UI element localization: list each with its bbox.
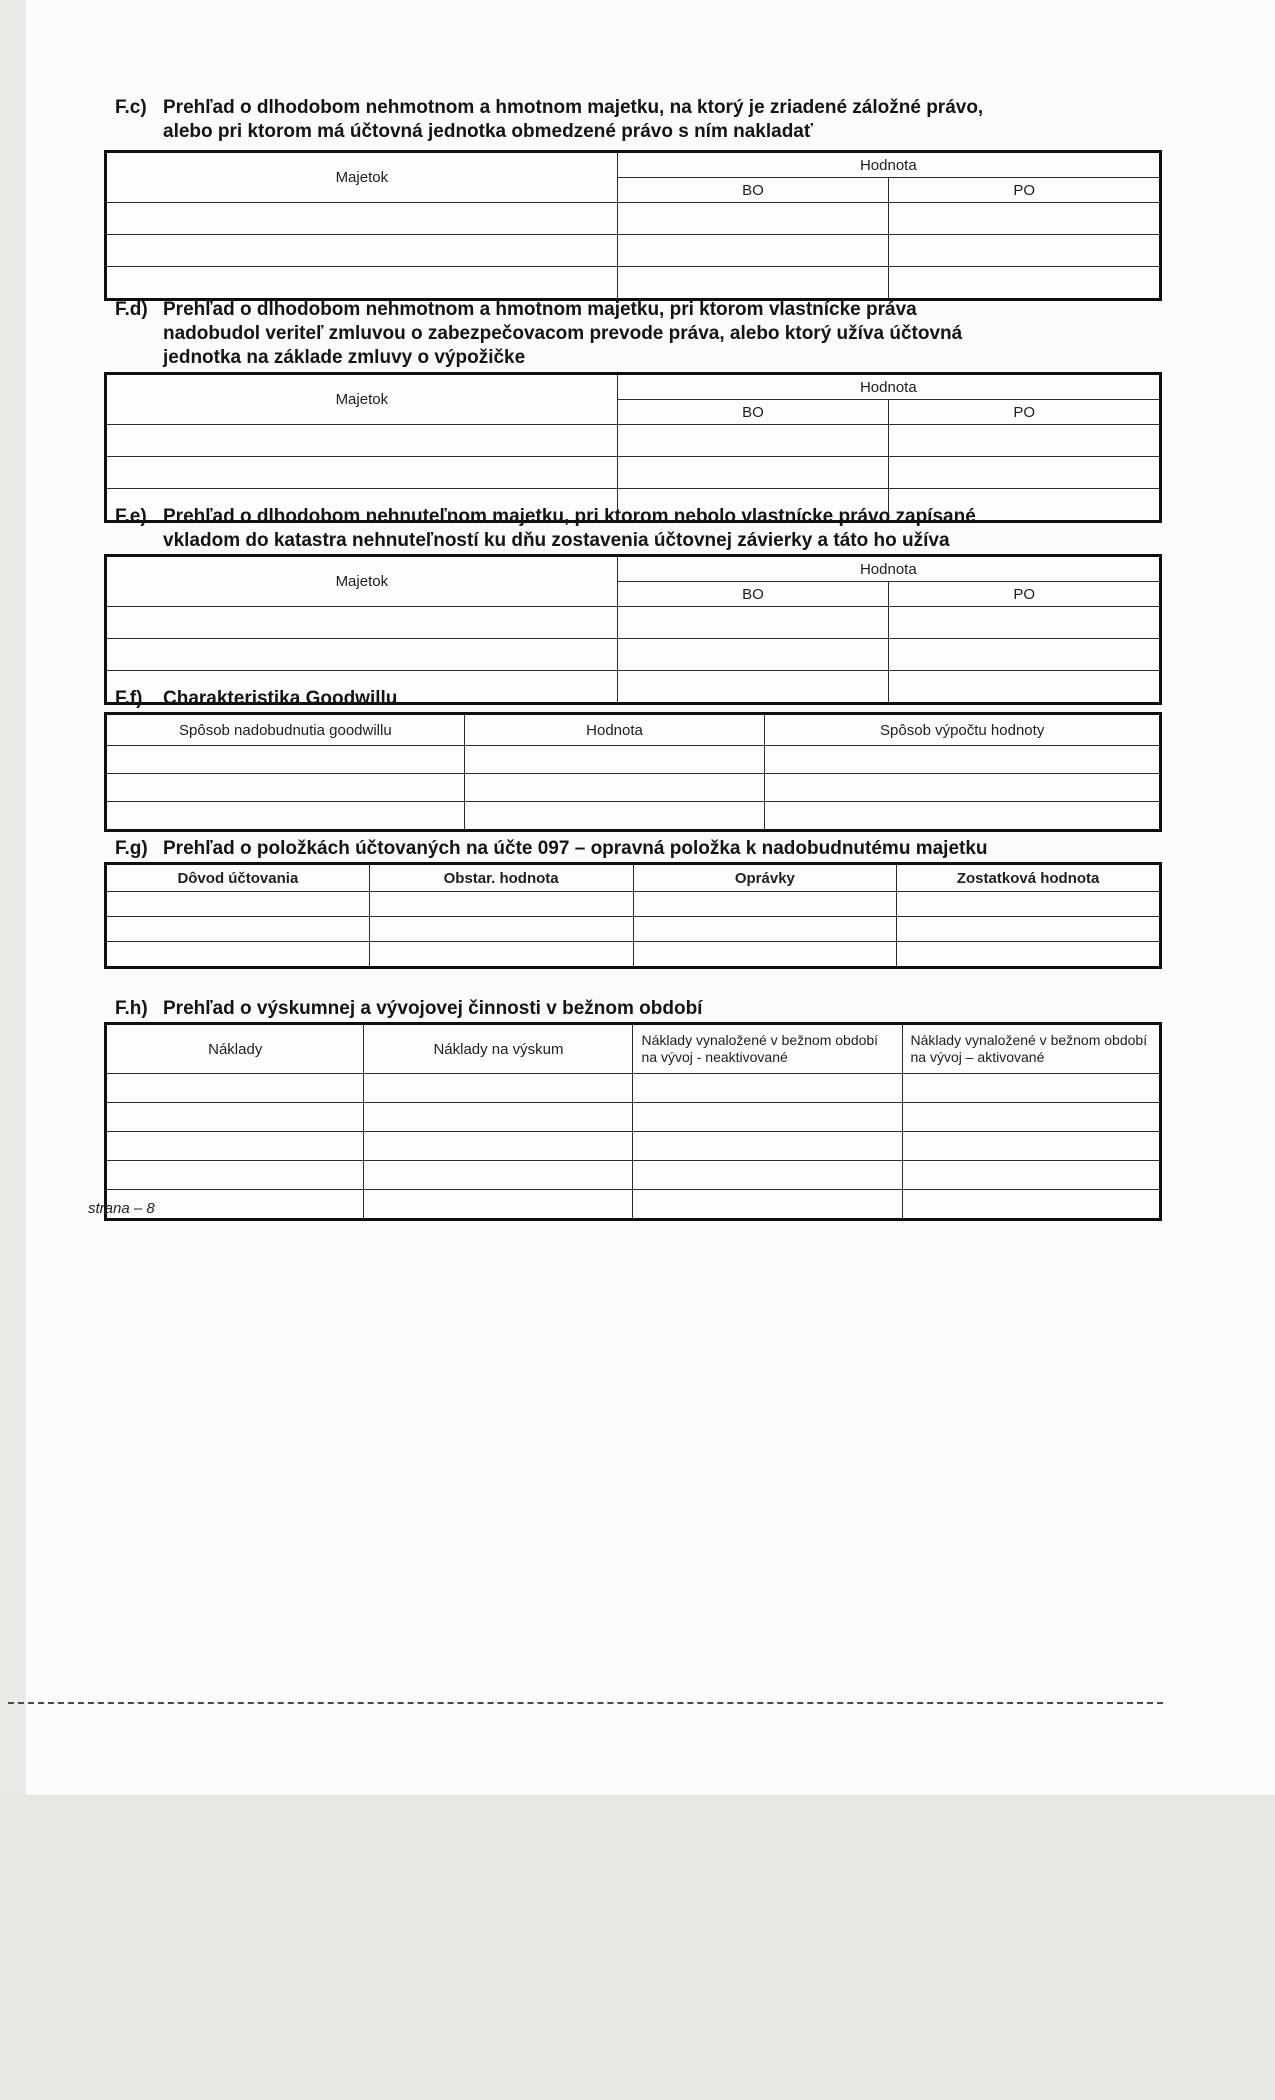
cut-dashed-line <box>8 1702 1163 1704</box>
section-ff-heading <box>115 687 1135 711</box>
fg-column-header-dovod: Dôvod účtovania <box>106 864 370 892</box>
section-fh-title-line1: Prehľad o výskumnej a vývojovej činnosti v bežnom období <box>163 998 703 1019</box>
fe-asset-table <box>104 554 1162 705</box>
table-cell <box>889 639 1161 671</box>
table-cell <box>106 802 465 831</box>
table-cell <box>897 942 1161 968</box>
section-fd-title-line2: nadobudol veriteľ zmluvou o zabezpečovacom prevode práva, alebo ktorý užíva účtovná <box>163 323 963 344</box>
section-fd-title <box>163 298 962 370</box>
table-cell <box>106 235 618 267</box>
table-cell <box>889 457 1161 489</box>
table-cell <box>106 892 370 917</box>
fc-column-header-majetok: Majetok <box>106 152 618 203</box>
table-cell <box>106 917 370 942</box>
table-cell <box>106 607 618 639</box>
table-cell <box>617 607 889 639</box>
table-cell <box>106 1161 364 1190</box>
ff-column-header-sposob-nadobudnutia: Spôsob nadobudnutia goodwillu <box>106 714 465 746</box>
section-fc-title-line2: alebo pri ktorom má účtovná jednotka obmedzené právo s ním nakladať <box>163 121 813 142</box>
fg-column-header-zostatkova-hodnota: Zostatková hodnota <box>897 864 1161 892</box>
table-cell <box>633 1132 902 1161</box>
fe-column-header-hodnota: Hodnota <box>617 556 1160 582</box>
fg-column-header-obstaravacia-hodnota: Obstar. hodnota <box>369 864 633 892</box>
table-cell <box>106 425 618 457</box>
table-cell <box>106 457 618 489</box>
table-cell <box>889 425 1161 457</box>
table-cell <box>106 639 618 671</box>
fd-column-header-hodnota: Hodnota <box>617 374 1160 400</box>
fh-column-header-vyvoj-aktivovane: Náklady vynaložené v bežnom období na vývoj – aktivované <box>902 1024 1161 1074</box>
section-fe-title-line2: vkladom do katastra nehnuteľností ku dňu zostavenia účtovnej závierky a táto ho užíva <box>163 530 950 551</box>
section-fd-title-line3: jednotka na základe zmluvy o výpožičke <box>163 347 526 368</box>
table-cell <box>902 1161 1161 1190</box>
fd-column-header-majetok: Majetok <box>106 374 618 425</box>
table-cell <box>889 607 1161 639</box>
fe-column-header-po: PO <box>889 582 1161 607</box>
table-cell <box>106 267 618 300</box>
table-cell <box>617 267 889 300</box>
table-cell <box>106 746 465 774</box>
section-ff-title-line1: Charakteristika Goodwillu <box>163 688 398 709</box>
table-cell <box>902 1190 1161 1220</box>
section-fc-title <box>163 96 983 144</box>
table-cell <box>765 774 1161 802</box>
table-cell <box>106 1074 364 1103</box>
table-cell <box>633 1190 902 1220</box>
fd-column-header-po: PO <box>889 400 1161 425</box>
section-ff-title <box>163 687 397 711</box>
section-fd-label: F.d) <box>115 299 148 320</box>
section-fe-title <box>163 505 976 553</box>
table-cell <box>464 774 765 802</box>
section-fc-heading <box>115 96 1135 144</box>
ff-goodwill-table <box>104 712 1162 832</box>
section-fg-title <box>163 837 988 861</box>
section-fe-title-line1: Prehľad o dlhodobom nehnuteľnom majetku, pri ktorom nebolo vlastnícke právo zapísané <box>163 506 976 527</box>
table-cell <box>902 1074 1161 1103</box>
table-cell <box>617 425 889 457</box>
table-cell <box>617 457 889 489</box>
fc-column-header-bo: BO <box>617 178 889 203</box>
table-cell <box>369 917 633 942</box>
section-fc-title-line1: Prehľad o dlhodobom nehmotnom a hmotnom majetku, na ktorý je zriadené záložné právo, <box>163 97 984 118</box>
table-cell <box>464 746 765 774</box>
table-cell <box>369 892 633 917</box>
fh-column-header-naklady: Náklady <box>106 1024 364 1074</box>
section-fg-title-line1: Prehľad o položkách účtovaných na účte 097 – opravná položka k nadobudnutému majetku <box>163 838 988 859</box>
section-fg-label: F.g) <box>115 838 148 859</box>
section-fh-title <box>163 997 702 1021</box>
table-cell <box>364 1103 633 1132</box>
fe-column-header-bo: BO <box>617 582 889 607</box>
table-cell <box>617 235 889 267</box>
table-cell <box>765 746 1161 774</box>
page-number-label: strana – 8 <box>88 1200 155 1217</box>
fh-vyskum-vyvoj-table <box>104 1022 1162 1221</box>
table-cell <box>902 1132 1161 1161</box>
table-cell <box>889 267 1161 300</box>
section-fe-label: F.e) <box>115 506 147 527</box>
ff-column-header-sposob-vypoctu: Spôsob výpočtu hodnoty <box>765 714 1161 746</box>
table-cell <box>364 1132 633 1161</box>
table-cell <box>364 1161 633 1190</box>
table-cell <box>902 1103 1161 1132</box>
fc-column-header-hodnota: Hodnota <box>617 152 1160 178</box>
scan-background-bottom <box>0 1795 1275 2100</box>
table-cell <box>633 917 897 942</box>
fc-asset-table <box>104 150 1162 301</box>
fe-column-header-majetok: Majetok <box>106 556 618 607</box>
section-fd-title-line1: Prehľad o dlhodobom nehmotnom a hmotnom majetku, pri ktorom vlastnícke práva <box>163 299 917 320</box>
table-cell <box>364 1074 633 1103</box>
table-cell <box>617 639 889 671</box>
section-ff-label: F.f) <box>115 688 143 709</box>
section-fd-heading <box>115 298 1135 370</box>
table-cell <box>106 1132 364 1161</box>
table-cell <box>633 1161 902 1190</box>
table-cell <box>633 1103 902 1132</box>
fh-column-header-naklady-vyskum: Náklady na výskum <box>364 1024 633 1074</box>
fd-asset-table <box>104 372 1162 523</box>
section-fh-heading <box>115 997 1135 1021</box>
table-cell <box>617 203 889 235</box>
section-fg-heading <box>115 837 1135 861</box>
table-cell <box>897 917 1161 942</box>
fg-column-header-opravky: Oprávky <box>633 864 897 892</box>
table-cell <box>364 1190 633 1220</box>
table-cell <box>889 235 1161 267</box>
table-cell <box>633 892 897 917</box>
table-cell <box>106 942 370 968</box>
section-fe-heading <box>115 505 1135 553</box>
fg-opravna-polozka-table <box>104 862 1162 969</box>
table-cell <box>897 892 1161 917</box>
section-fh-label: F.h) <box>115 998 148 1019</box>
table-cell <box>633 1074 902 1103</box>
fh-column-header-vyvoj-neaktivovane: Náklady vynaložené v bežnom období na vývoj - neaktivované <box>633 1024 902 1074</box>
table-cell <box>633 942 897 968</box>
table-cell <box>106 1103 364 1132</box>
table-cell <box>106 774 465 802</box>
table-cell <box>765 802 1161 831</box>
fc-column-header-po: PO <box>889 178 1161 203</box>
table-cell <box>106 203 618 235</box>
scan-edge-left <box>0 0 26 1795</box>
table-cell <box>464 802 765 831</box>
table-cell <box>369 942 633 968</box>
section-fc-label: F.c) <box>115 97 147 118</box>
fd-column-header-bo: BO <box>617 400 889 425</box>
ff-column-header-hodnota: Hodnota <box>464 714 765 746</box>
table-cell <box>889 203 1161 235</box>
